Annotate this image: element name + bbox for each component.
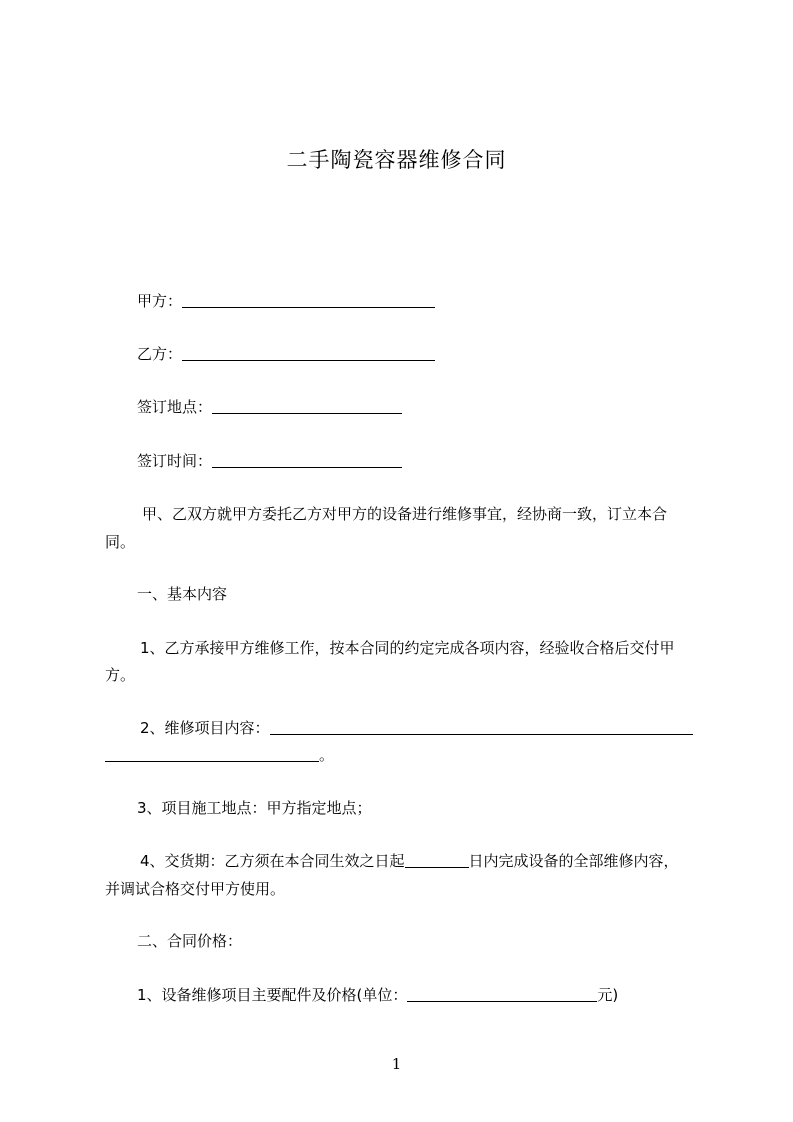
sign-place-label: 签订地点： — [137, 398, 213, 416]
document-title: 二手陶瓷容器维修合同 — [286, 148, 507, 172]
item-1-2-line-2 — [105, 744, 334, 766]
party-a-line — [137, 290, 435, 312]
preamble-line-2: 同。 — [105, 533, 136, 551]
sign-place-blank[interactable] — [212, 397, 402, 414]
item-1-2-end: 。 — [319, 746, 335, 764]
sign-time-blank[interactable] — [212, 451, 402, 468]
item-1-2-line — [140, 717, 693, 739]
item-1-2-label: 2、维修项目内容： — [140, 719, 270, 737]
delivery-days-blank[interactable] — [405, 851, 469, 868]
sign-place-line — [137, 396, 402, 418]
page-number: 1 — [391, 1055, 402, 1073]
preamble-line-1: 甲、乙双方就甲方委托乙方对甲方的设备进行维修事宜，经协商一致，订立本合 — [142, 505, 668, 523]
item-1-4-line-2: 并调试合格交付甲方使用。 — [105, 880, 286, 898]
sign-time-label: 签订时间： — [137, 452, 213, 470]
party-b-line — [137, 343, 435, 365]
item-1-3: 3、项目施工地点：甲方指定地点； — [137, 799, 372, 817]
price-unit-blank[interactable] — [407, 985, 597, 1002]
item-1-2-blank-2[interactable] — [105, 745, 319, 762]
item-1-1-line-1: 1、乙方承接甲方维修工作，按本合同的约定完成各项内容，经验收合格后交付甲 — [140, 639, 675, 657]
item-2-1-suffix: 元) — [597, 986, 619, 1004]
item-2-1-prefix: 1、设备维修项目主要配件及价格(单位： — [137, 986, 408, 1004]
item-2-1-line — [137, 984, 618, 1006]
item-1-1-line-2: 方。 — [105, 666, 136, 684]
party-a-blank[interactable] — [182, 291, 435, 308]
item-1-4-prefix: 4、交货期：乙方须在本合同生效之日起 — [140, 852, 405, 870]
item-1-4-suffix: 日内完成设备的全部维修内容， — [468, 852, 679, 870]
party-b-label: 乙方： — [137, 345, 183, 363]
section-2-heading: 二、合同价格： — [137, 932, 243, 950]
party-b-blank[interactable] — [182, 344, 435, 361]
sign-time-line — [137, 450, 402, 472]
party-a-label: 甲方： — [137, 292, 183, 310]
item-1-2-blank-1[interactable] — [270, 718, 693, 735]
item-1-4-line-1 — [140, 850, 679, 872]
section-1-heading: 一、基本内容 — [137, 585, 228, 603]
